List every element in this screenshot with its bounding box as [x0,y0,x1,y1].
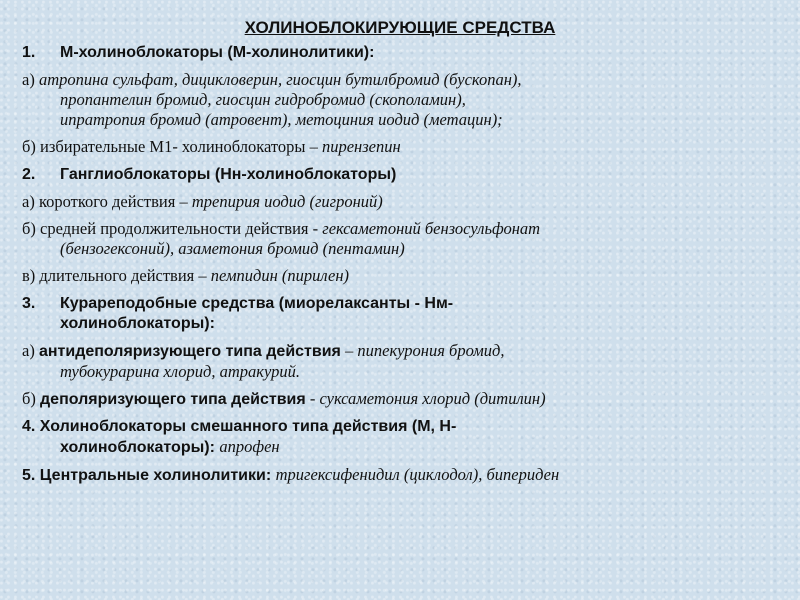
section-2c-text: в) длительного действия – [22,266,211,285]
section-2a [22,192,792,212]
section-2c [22,266,792,286]
section-3-heading [22,293,792,334]
section-3b-prefix: б) [22,389,41,408]
section-1-heading [22,42,792,63]
section-2-title: Ганглиоблокаторы (Нн-холиноблокаторы) [60,166,397,183]
section-2b-text: б) средней продолжительности действия - [22,219,323,238]
section-2c-drug: пемпидин [210,266,278,285]
section-3-number: 3. [22,295,36,312]
section-2b [22,219,792,259]
section-3-title-2: холиноблокаторы): [60,315,215,332]
section-2a-drug: трепирия иодид (гигроний) [191,192,383,211]
section-3a-drug-1: пипекурония бромид, [357,341,505,360]
section-1b-text: б) избирательные М1- холиноблокаторы – [22,137,322,156]
section-2b-drug-2: (бензогексоний), азаметония бромид (пентамин) [60,239,405,258]
section-1a-prefix: а) [22,70,35,89]
document-body [22,42,792,493]
section-5 [22,465,792,486]
section-2c-close: (пирилен) [277,266,349,285]
section-1a [22,70,792,130]
section-1a-line-1: атропина сульфат, дицикловерин, гиосцин бутилбромид (бускопан), [38,70,522,89]
section-2-number: 2. [22,166,36,183]
section-1a-line-2: пропантелин бромид, гиосцин гидробромид (скополамин), [60,90,466,109]
section-3a-drug-2: тубокурарина хлорид, атракурий. [60,362,300,381]
section-1b [22,137,792,157]
section-1-title: М-холиноблокаторы (М-холинолитики): [60,44,375,61]
section-2-heading [22,164,792,185]
section-4-title-1: 4. Холиноблокаторы смешанного типа действия (М, Н- [22,418,457,435]
section-2a-text: а) короткого действия – [22,192,192,211]
section-1-number: 1. [22,44,36,61]
section-3b-drug: суксаметония хлорид (дитилин) [319,389,546,408]
section-5-title: 5. Центральные холинолитики: [22,467,276,484]
page-title: ХОЛИНОБЛОКИРУЮЩИЕ СРЕДСТВА [244,18,556,37]
section-1a-line-3: ипратропия бромид (атровент), метоциния иодид (метацин); [60,110,503,129]
section-3b [22,389,792,410]
section-1b-drug: пирензепин [321,137,401,156]
section-3a [22,341,792,382]
section-3-title-1: Курареподобные средства (миорелаксанты - Нм- [60,295,454,312]
section-4 [22,417,792,458]
section-3a-bold: антидеполяризующего типа действия [38,343,341,360]
section-3b-bold: деполяризующего типа действия [40,391,306,408]
section-4-drug: апрофен [219,437,280,456]
section-5-drug: тригексифенидил (циклодол), бипериден [275,465,560,484]
section-3a-prefix: а) [22,341,39,360]
section-4-title-2: холиноблокаторы): [60,439,220,456]
section-3b-dash: - [305,389,320,408]
section-2b-drug-1: гексаметоний бензосульфонат [322,219,541,238]
section-3a-dash: – [340,341,358,360]
